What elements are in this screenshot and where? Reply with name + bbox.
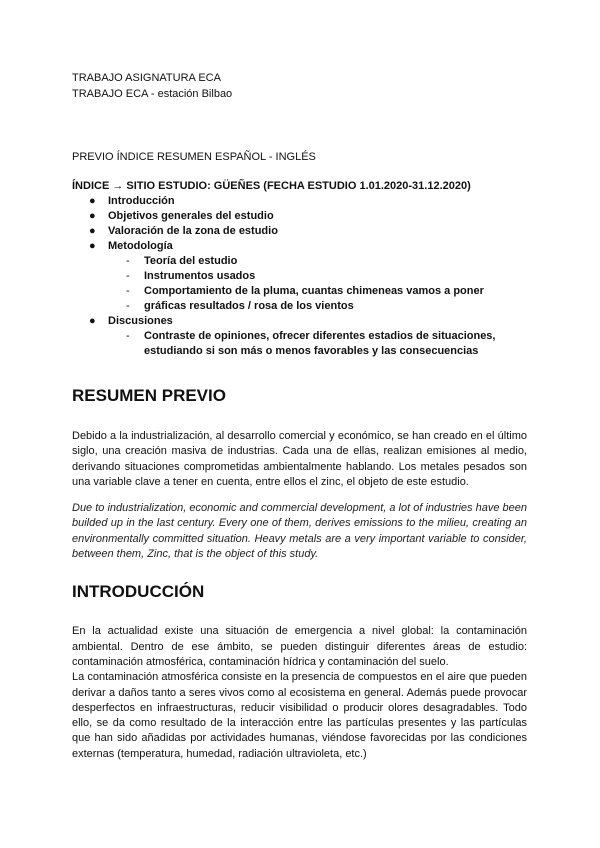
resumen-heading: RESUMEN PREVIO — [72, 386, 226, 405]
resumen-english-paragraph: Due to industrialization, economic and commercial development, a lot of industries have been builded up in the last century. Every one of them, derives emissions to the milieu, creating an environmentally committed situation. Heavy metals are a very important variable to consider, between them, Zinc, that is the object of this study. — [72, 502, 527, 561]
indice-item-label: Introducción — [108, 195, 175, 207]
previo-indice-title: PREVIO ÍNDICE RESUMEN ESPAÑOL - INGLÉS — [72, 151, 316, 163]
resumen-spanish-paragraph: Debido a la industrialización, al desarrollo comercial y económico, se han creado en el último siglo, una creación masiva de industrias. Cada una de ellas, realizan emisiones al medio, derivando situaciones comprometidas ambientalmente hablando. Los metales pesados son una variable clave a tener en cuenta, entre ellos el zinc, el objeto de este estudio. — [72, 430, 527, 488]
indice-item — [89, 194, 527, 209]
indice-item-label: Discusiones — [108, 315, 173, 327]
sub-item — [126, 299, 527, 314]
bullet-icon: ● — [89, 240, 96, 252]
dash-icon: - — [126, 270, 130, 282]
sub-item-label: Instrumentos usados — [144, 270, 256, 282]
bullet-icon: ● — [89, 315, 96, 327]
sub-item-label: gráficas resultados / rosa de los vientos — [144, 300, 354, 312]
sub-item — [126, 269, 527, 284]
introduccion-paragraph-2: La contaminación atmosférica consiste en la presencia de compuestos en el aire que pueden derivar a daños tanto a seres vivos como al ecosistema en general. Además puede provocar desperfectos en infraestructuras, reducir visibilidad o producir olores desagradables. Todo ello, se da como resultado de la interacción entre las partículas presentes y las partículas que han sido añadidas por actividades humanas, viéndose favorecidas por las condiciones externas (temperatura, humedad, radiación ultravioleta, etc.) — [72, 671, 527, 760]
indice-item — [89, 239, 527, 314]
header-line-1: TRABAJO ASIGNATURA ECA — [72, 72, 221, 84]
indice-item-label: Valoración de la zona de estudio — [108, 225, 278, 237]
dash-icon: - — [126, 255, 130, 267]
sub-item-label: Comportamiento de la pluma, cuantas chimeneas vamos a poner — [144, 285, 484, 297]
introduccion-paragraph-1: En la actualidad existe una situación de emergencia a nivel global: la contaminación ambiental. Dentro de ese ámbito, se pueden distinguir diferentes áreas de estudio: contaminación atmosférica, contaminación hídrica y contaminación del suelo. — [72, 625, 527, 668]
indice-title: ÍNDICE → SITIO ESTUDIO: GÜEÑES (FECHA ESTUDIO 1.01.2020-31.12.2020) — [72, 180, 471, 192]
indice-item-label: Metodología — [108, 240, 173, 252]
introduccion-heading: INTRODUCCIÓN — [72, 582, 205, 602]
dash-icon: - — [126, 285, 130, 297]
sub-item-label: Teoría del estudio — [144, 255, 238, 267]
sub-item — [126, 254, 527, 269]
bullet-icon: ● — [89, 210, 96, 222]
sub-item — [126, 284, 527, 299]
indice-item — [89, 224, 527, 239]
bullet-icon: ● — [89, 195, 96, 207]
document-page — [72, 70, 527, 762]
indice-list — [72, 194, 527, 359]
dash-icon: - — [126, 330, 130, 342]
bullet-icon: ● — [89, 225, 96, 237]
discusiones-sublist — [108, 329, 527, 359]
metodologia-sublist — [108, 254, 527, 314]
indice-item-label: Objetivos generales del estudio — [108, 210, 274, 222]
header-line-2: TRABAJO ECA - estación Bilbao — [72, 88, 233, 100]
sub-item-label: Contraste de opiniones, ofrecer diferentes estadios de situaciones, estudiando si son más o menos favorables y las consecuencias — [144, 330, 496, 357]
dash-icon: - — [126, 300, 130, 312]
sub-item — [126, 329, 527, 359]
indice-item — [89, 209, 527, 224]
indice-item — [89, 314, 527, 359]
